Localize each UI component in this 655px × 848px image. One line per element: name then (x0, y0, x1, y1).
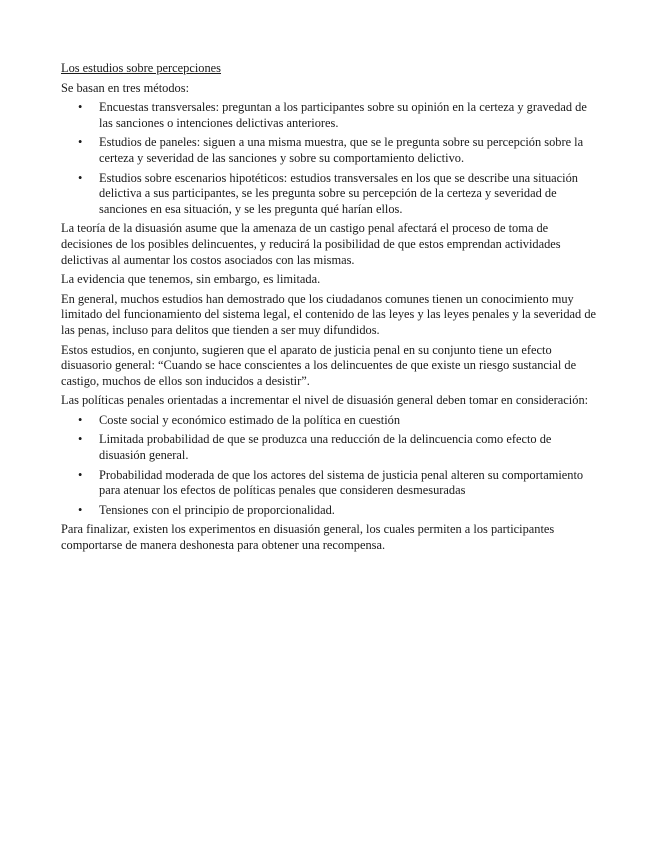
considerations-list (61, 413, 601, 519)
bullet-icon: • (78, 170, 83, 185)
evidence-paragraph: La evidencia que tenemos, sin embargo, es limitada. (61, 272, 321, 287)
list-item (61, 503, 601, 519)
list-item (61, 100, 601, 131)
list-item-text: Tensiones con el principio de proporcionalidad. (99, 502, 335, 517)
policies-paragraph: Las políticas penales orientadas a incrementar el nivel de disuasión general deben tomar en consideración: (61, 393, 589, 408)
list-item-text: Estudios sobre escenarios hipotéticos: estudios transversales en los que se describe una situación delictiva a sus participantes, se les pregunta sobre su percepción de la certeza y severidad de sanciones en esa situación, y se les pregunta qué harían ellos. (99, 170, 578, 216)
general-paragraph: En general, muchos estudios han demostrado que los ciudadanos comunes tienen un conocimiento muy limitado del funcionamiento del sistema legal, el contenido de las leyes y las leyes penales y la severidad de las penas, incluso para delitos que tienden a ser muy difundidos. (61, 291, 597, 337)
list-item (61, 171, 601, 218)
list-item-text: Coste social y económico estimado de la política en cuestión (99, 412, 401, 427)
bullet-icon: • (78, 135, 83, 150)
list-item-text: Probabilidad moderada de que los actores del sistema de justicia penal alteren su comportamiento para atenuar los efectos de políticas penales que consideren desmesuradas (99, 467, 584, 498)
studies-paragraph: Estos estudios, en conjunto, sugieren que el aparato de justicia penal en su conjunto tiene un efecto disuasorio general: “Cuando se hace conscientes a los delincuentes de que existe un riesgo sustancial de castigo, muchos de ellos son inducidos a desistir”. (61, 342, 577, 388)
document-page (61, 61, 601, 558)
list-item-text: Estudios de paneles: siguen a una misma muestra, que se le pregunta sobre su percepción sobre la certeza y severidad de las sanciones y sobre su comportamiento delictivo. (99, 135, 584, 165)
bullet-icon: • (78, 432, 83, 447)
bullet-icon: • (78, 467, 83, 482)
final-paragraph: Para finalizar, existen los experimentos en disuasión general, los cuales permiten a los participantes comportarse de manera deshonesta para obtener una recompensa. (61, 522, 555, 553)
section-heading: Los estudios sobre percepciones (61, 61, 222, 75)
list-item (61, 468, 601, 499)
list-item (61, 432, 601, 463)
methods-list (61, 100, 601, 217)
list-item (61, 135, 601, 166)
bullet-icon: • (78, 412, 83, 427)
intro-paragraph: Se basan en tres métodos: (61, 80, 190, 95)
theory-paragraph: La teoría de la disuasión asume que la amenaza de un castigo penal afectará el proceso de toma de decisiones de los posibles delincuentes, y reducirá la posibilidad de que estos emprendan actividades delictivas al aumentar los costos asociados con las mismas. (61, 221, 561, 267)
bullet-icon: • (78, 502, 83, 517)
list-item (61, 413, 601, 429)
list-item-text: Encuestas transversales: preguntan a los participantes sobre su opinión en la certeza y gravedad de las sanciones o intenciones delictivas anteriores. (99, 100, 587, 130)
list-item-text: Limitada probabilidad de que se produzca una reducción de la delincuencia como efecto de disuasión general. (99, 432, 552, 463)
bullet-icon: • (78, 100, 83, 115)
